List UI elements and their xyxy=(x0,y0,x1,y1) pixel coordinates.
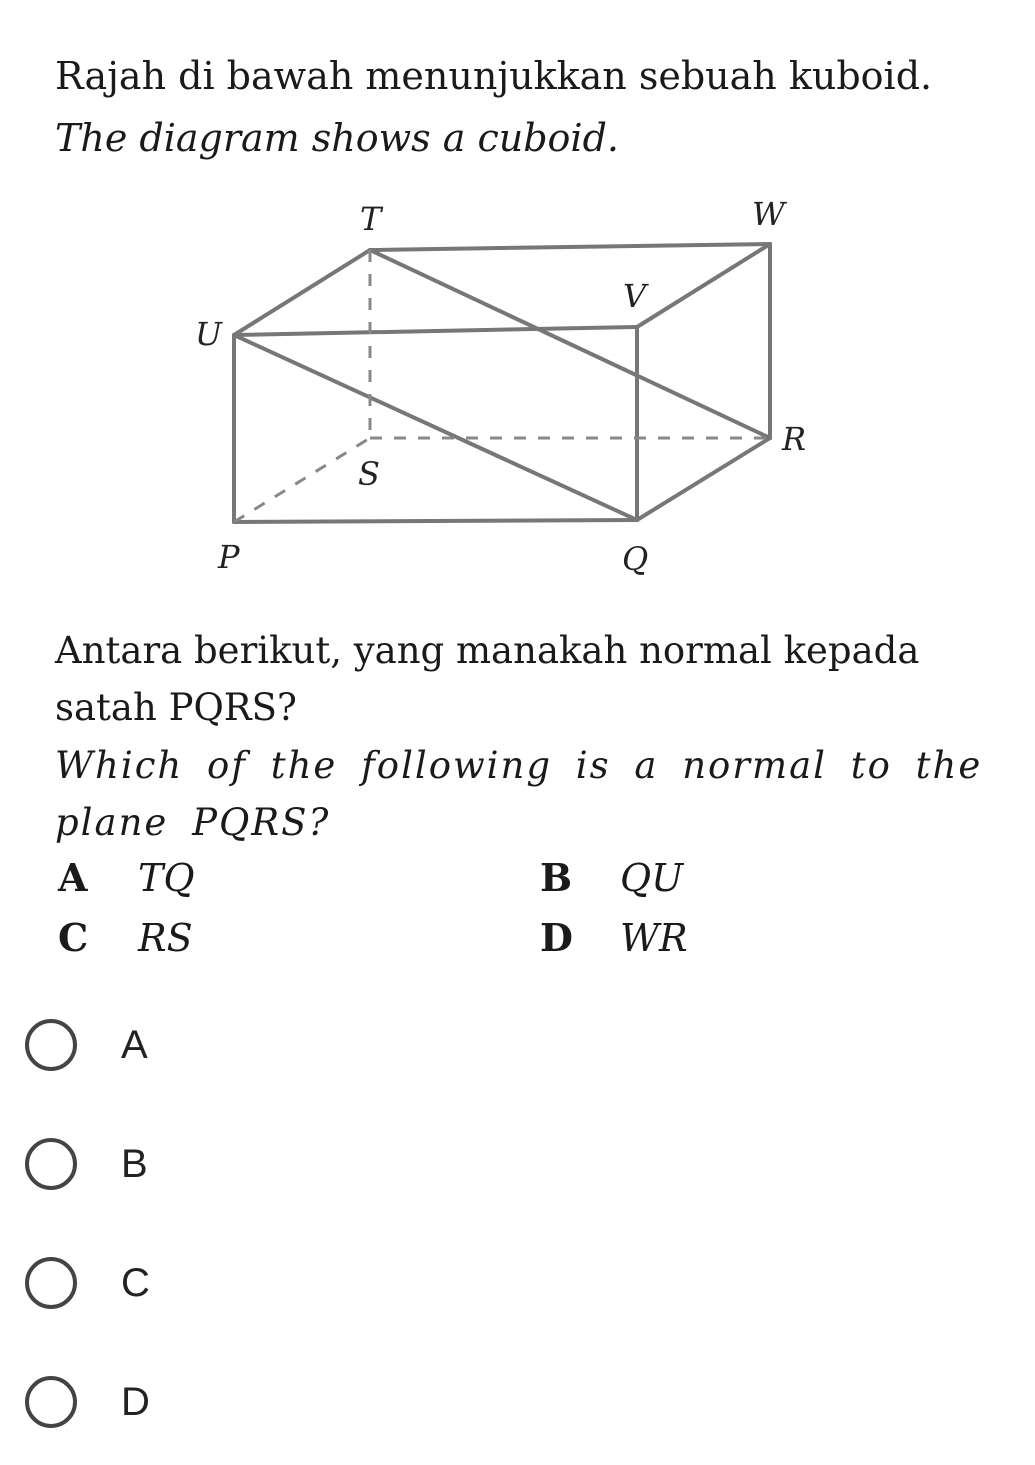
option-value: WR xyxy=(620,916,688,960)
vertex-label-q: Q xyxy=(622,540,649,578)
option-value: QU xyxy=(620,856,684,900)
answer-label: A xyxy=(121,1022,148,1067)
vertex-label-v: V xyxy=(623,277,647,315)
answer-label: C xyxy=(121,1260,150,1305)
radio-button-icon[interactable] xyxy=(25,1138,77,1190)
answer-choice-d[interactable] xyxy=(25,1372,425,1432)
option-c xyxy=(58,915,193,960)
answer-choice-a[interactable] xyxy=(25,1015,425,1075)
prompt-malay xyxy=(55,625,1005,739)
edge-tu xyxy=(234,250,370,335)
option-value: RS xyxy=(138,916,193,960)
option-d xyxy=(540,915,688,960)
option-letter: C xyxy=(58,915,89,960)
intro-malay: Rajah di bawah menunjukkan sebuah kuboid. xyxy=(55,54,933,98)
answer-choice-c[interactable] xyxy=(25,1253,425,1313)
edge-pq xyxy=(234,520,637,522)
intro-english: The diagram shows a cuboid. xyxy=(55,116,619,160)
vertex-label-t: T xyxy=(360,200,382,238)
option-letter: D xyxy=(540,915,573,960)
option-letter: B xyxy=(540,855,573,900)
cuboid-diagram xyxy=(0,170,1035,610)
option-b xyxy=(540,855,683,900)
edge-vw xyxy=(637,244,770,327)
vertex-label-s: S xyxy=(358,455,380,493)
diagonal-tr xyxy=(370,250,770,438)
answer-label: B xyxy=(121,1141,148,1186)
answer-choice-b[interactable] xyxy=(25,1134,425,1194)
vertex-label-w: W xyxy=(752,195,785,233)
option-letter: A xyxy=(58,855,88,900)
radio-button-icon[interactable] xyxy=(25,1019,77,1071)
hidden-edge-ps xyxy=(234,438,370,522)
vertex-label-r: R xyxy=(782,420,807,458)
option-a xyxy=(58,855,195,900)
prompt-malay-line1: Antara berikut, yang manakah normal kepada xyxy=(55,629,920,672)
prompt-english-line1: Which of the following is a normal to the xyxy=(55,744,983,787)
radio-button-icon[interactable] xyxy=(25,1257,77,1309)
edge-uv xyxy=(234,327,637,335)
edge-tw xyxy=(370,244,770,250)
prompt-malay-line2: satah PQRS? xyxy=(55,686,297,729)
diagonal-uq xyxy=(234,335,637,520)
option-value: TQ xyxy=(138,856,195,900)
answer-label: D xyxy=(121,1379,150,1424)
edge-qr xyxy=(637,438,770,520)
prompt-english-line2: plane PQRS? xyxy=(55,801,331,844)
prompt-english xyxy=(55,740,1005,854)
vertex-label-p: P xyxy=(218,538,240,576)
vertex-label-u: U xyxy=(195,315,222,353)
radio-button-icon[interactable] xyxy=(25,1376,77,1428)
